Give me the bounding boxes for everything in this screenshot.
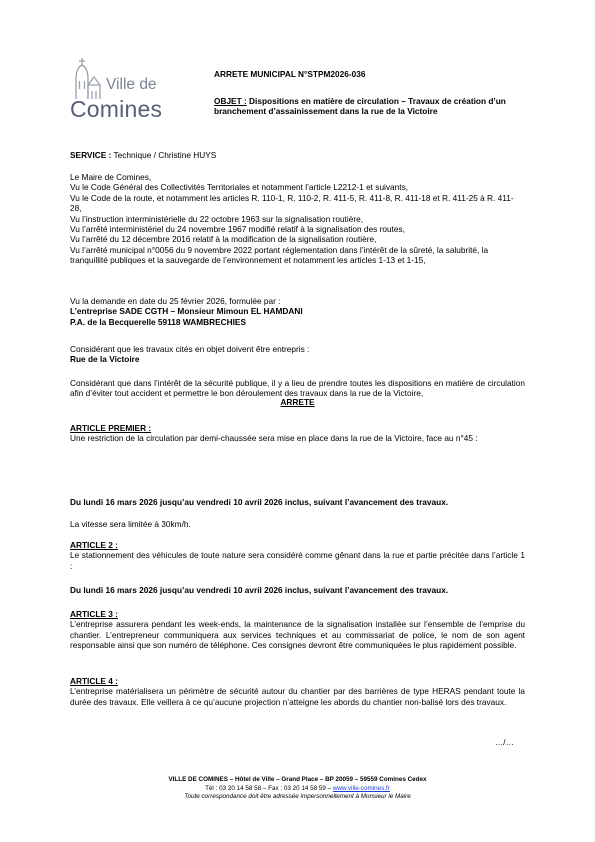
- article-1-dates: Du lundi 16 mars 2026 jusqu’au vendredi 10 avril 2026 inclus, suivant l’avancement des travaux.: [70, 497, 449, 507]
- article-4-text: L’entreprise matérialisera un périmètre de sécurité autour du chantier par des barrières de type HERAS pendant toute la durée des travaux. Elle veillera à ce qu’aucune projection n’atteigne les abords du chantier non-balisé lors des travaux.: [70, 686, 525, 707]
- request-company: L’entreprise SADE CGTH – Monsieur Mimoun EL HAMDANI: [70, 306, 303, 317]
- article-2: [70, 540, 525, 571]
- article-2-dates: Du lundi 16 mars 2026 jusqu’au vendredi 10 avril 2026 inclus, suivant l’avancement des travaux.: [70, 585, 449, 595]
- considering-security-block: [70, 378, 525, 399]
- considering-security: Considérant que dans l’intérêt de la sécurité publique, il y a lieu de prendre toutes les dispositions en matière de circulation afin d’éviter tout accident et permettre le bon déroulement des travaux dans la rue de la Victoire,: [70, 378, 525, 399]
- article-4: [70, 676, 525, 707]
- footer-address: VILLE DE COMINES – Hôtel de Ville – Grand Place – BP 20059 – 59559 Comines Cedex: [168, 776, 427, 783]
- logo-text-ville-de: Ville de: [106, 76, 157, 93]
- article-1: [70, 423, 525, 444]
- church-icon: [68, 55, 108, 101]
- footer: [0, 776, 595, 802]
- arrete-reference: ARRETE MUNICIPAL N°STPM2026-036: [214, 69, 366, 79]
- request-intro: Vu la demande en date du 25 février 2026, formulée par :: [70, 296, 281, 306]
- preamble-line: Vu l’arrêté interministériel du 24 novembre 1967 modifié relatif à la signalisation des routes,: [70, 224, 405, 235]
- preamble-line: Vu l’instruction interministérielle du 22 octobre 1963 sur la signalisation routière,: [70, 213, 364, 224]
- comines-logo: [68, 55, 178, 130]
- article-2-title: ARTICLE 2 :: [70, 540, 118, 550]
- article-3: [70, 609, 525, 651]
- article-1-title: ARTICLE PREMIER :: [70, 423, 152, 433]
- footer-contact: [0, 785, 595, 794]
- arrete-heading: ARRETE: [280, 397, 315, 407]
- service-label: SERVICE :: [70, 150, 112, 160]
- article-4-title: ARTICLE 4 :: [70, 676, 118, 686]
- article-1-dates-block: [70, 497, 525, 507]
- objet-label: OBJET :: [214, 96, 247, 106]
- footer-website-link[interactable]: www.ville-comines.fr: [332, 784, 390, 792]
- preamble: [70, 172, 525, 266]
- preamble-line: Le Maire de Comines,: [70, 172, 152, 182]
- logo-text-comines: Comines: [70, 96, 163, 122]
- considering-block: [70, 344, 525, 365]
- objet-text: Dispositions en matière de circulation – Travaux de création d’un branchement d’assainissement dans la rue de la Victoire: [214, 96, 506, 117]
- considering-location: Rue de la Victoire: [70, 354, 140, 365]
- article-3-text: L’entreprise assurera pendant les week-ends, la maintenance de la signalisation installée sur l’ensemble de l’emprise du chantier. L’entrepreneur communiquera aux services techniques et au commissariat de police, le nom de son agent responsable ainsi que son numéro de téléphone. Ces consignes devront être communiquées le plus rapidement possible.: [70, 619, 525, 651]
- preamble-line: Vu le Code de la route, et notamment les articles R. 110-1, R. 110-2, R. 411-5, R. 411-8, R. 411-18 et R. 411-25 à R. 411-28,: [70, 192, 514, 214]
- footer-note: Toute correspondance doit être adressée impersonnellement à Monsieur le Maire: [184, 793, 411, 801]
- preamble-line: Vu l’arrêté du 12 décembre 2016 relatif à la modification de la signalisation routière,: [70, 234, 377, 245]
- preamble-line: Vu le Code Général des Collectivités Territoriales et notamment l’article L2212-1 et suivants,: [70, 182, 409, 193]
- article-1-speed: La vitesse sera limitée à 30km/h.: [70, 519, 191, 529]
- article-1-speed-block: [70, 519, 525, 529]
- footer-phone-fax: Tél : 03 20 14 58 58 – Fax : 03 20 14 58 59 –: [205, 784, 332, 792]
- request-address: P.A. de la Becquerelle 59118 WAMBRECHIES: [70, 316, 246, 327]
- article-2-text: Le stationnement des véhicules de toute nature sera considéré comme gênant dans la rue et partie précitée dans l’article 1 :: [70, 550, 525, 571]
- request-block: [70, 296, 525, 327]
- article-3-title: ARTICLE 3 :: [70, 609, 118, 619]
- service-line: [70, 150, 525, 160]
- preamble-line: Vu l’arrêté municipal n°0056 du 9 novembre 2022 portant réglementation dans l’intérêt de la sûreté, la salubrité, la tranquillité publiques et la sauvegarde de l’environnement et notamment les articles 1-13 et 1-15,: [70, 244, 489, 266]
- service-text: Technique / Christine HUYS: [113, 150, 217, 160]
- considering-intro: Considérant que les travaux cités en objet doivent être entrepris :: [70, 344, 310, 354]
- continuation-mark: …/…: [495, 737, 514, 747]
- objet-block: [214, 96, 526, 117]
- article-1-text: Une restriction de la circulation par demi-chaussée sera mise en place dans la rue de la Victoire, face au n°45 :: [70, 433, 478, 444]
- article-2-dates-block: [70, 585, 525, 595]
